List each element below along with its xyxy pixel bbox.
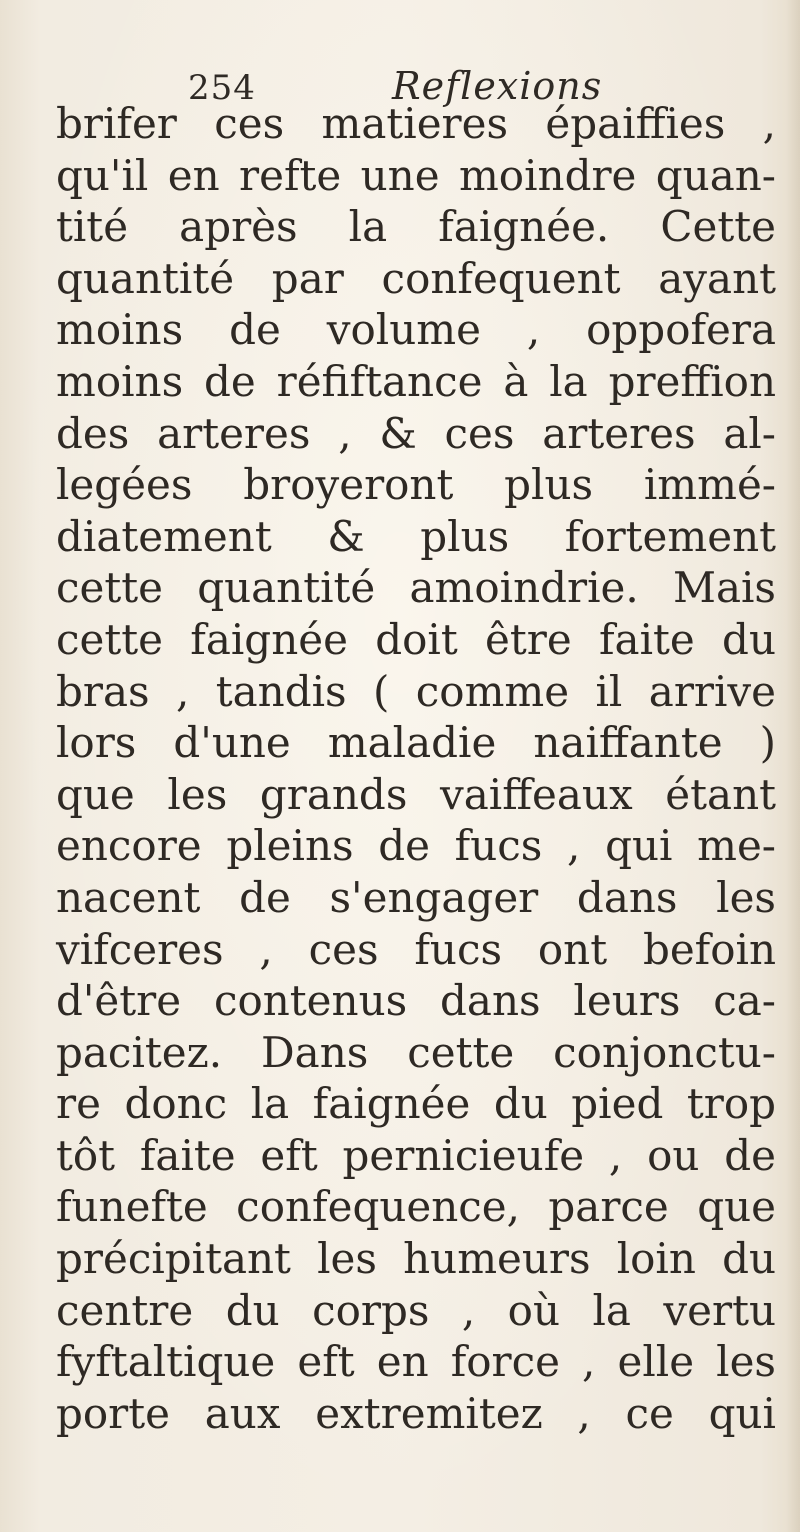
text-line: vifceres , ces fucs ont befoin (56, 924, 776, 974)
text-line: funefte confequence, parce que (56, 1182, 776, 1232)
text-line: diatement & plus fortement (56, 511, 776, 561)
text-line: cette faignée doit être faite du (56, 614, 776, 664)
text-line: porte aux extremitez , ce qui (56, 1388, 776, 1438)
text-line: fyftaltique eft en force , elle les (56, 1337, 776, 1387)
text-line: legées broyeront plus immé- (56, 460, 776, 510)
text-line: moins de volume , oppofera (56, 305, 776, 355)
page-number: 254 (188, 68, 256, 108)
text-line: tôt faite eft pernicieufe , ou de (56, 1130, 776, 1180)
text-line: bras , tandis ( comme il arrive (56, 666, 776, 716)
text-line: pacitez. Dans cette conjonctu- (56, 1027, 776, 1077)
text-line: précipitant les humeurs loin du (56, 1234, 776, 1284)
text-line: centre du corps , où la vertu (56, 1285, 776, 1335)
running-head: Reflexions (392, 64, 603, 108)
text-line: brifer ces matieres épaiffies , (56, 99, 776, 148)
text-line: lors d'une maladie naiffante ) (56, 718, 776, 768)
text-line: cette quantité amoindrie. Mais (56, 563, 776, 613)
text-line: re donc la faignée du pied trop (56, 1079, 776, 1129)
text-line: qu'il en refte une moindre quan- (56, 150, 776, 200)
text-line: nacent de s'engager dans les (56, 872, 776, 922)
text-line: que les grands vaiffeaux étant (56, 769, 776, 819)
text-line: tité après la faignée. Cette (56, 202, 776, 252)
text-line: moins de réfiftance à la preffion (56, 356, 776, 406)
text-line: d'être contenus dans leurs ca- (56, 976, 776, 1026)
text-line: quantité par confequent ayant (56, 253, 776, 303)
text-line: des arteres , & ces arteres al- (56, 408, 776, 458)
text-line: encore pleins de fucs , qui me- (56, 821, 776, 871)
page-edge-shadow (786, 0, 800, 1532)
body-text (56, 98, 776, 1439)
